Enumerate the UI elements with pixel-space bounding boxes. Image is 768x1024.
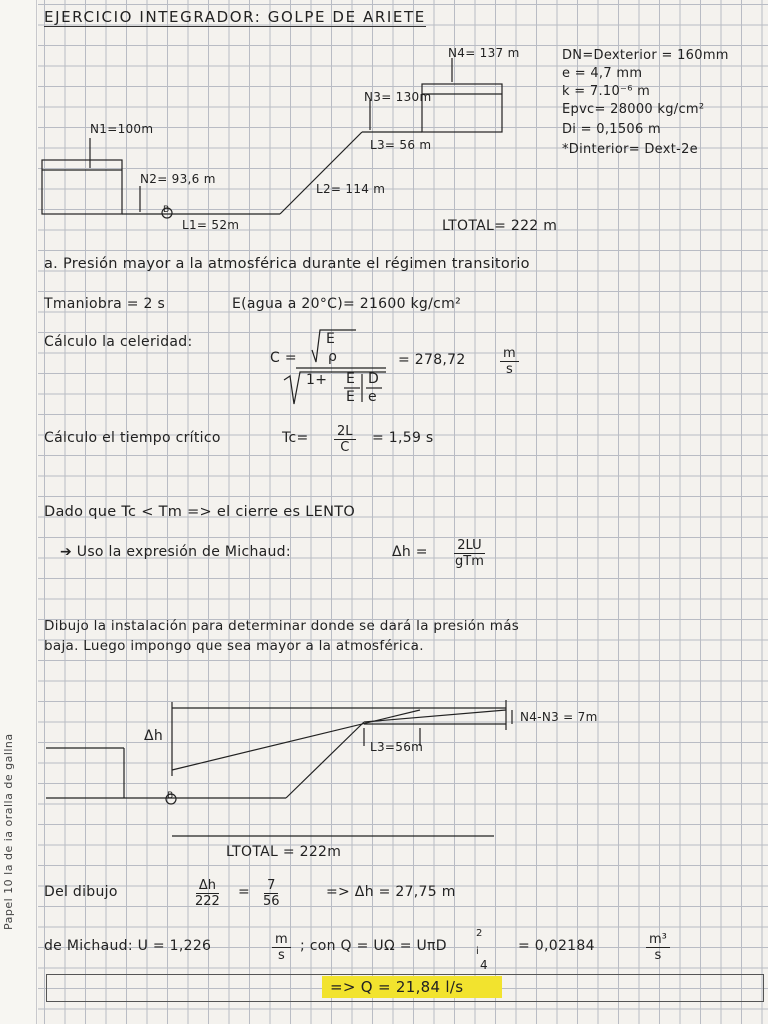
del-dibujo-f1-num: Δh bbox=[196, 878, 219, 894]
label-l3: L3= 56 m bbox=[370, 138, 432, 152]
tcritico-lhs: Tc= bbox=[282, 430, 309, 446]
de-michaud-sub: i bbox=[476, 946, 480, 957]
de-michaud-u-unit-num: m bbox=[272, 932, 291, 948]
celeridad-lhs: C = bbox=[270, 350, 297, 366]
del-dibujo-f1-den: 222 bbox=[195, 894, 220, 909]
del-dibujo-label: Del dibujo bbox=[44, 884, 118, 900]
celeridad-rho: ρ bbox=[328, 349, 338, 365]
celeridad-d: D bbox=[368, 371, 380, 387]
tcritico-result: = 1,59 s bbox=[372, 430, 434, 446]
michaud-num: 2LU bbox=[454, 538, 484, 554]
diagram2-l3: L3=56m bbox=[370, 740, 424, 754]
celeridad-unit-num: m bbox=[500, 346, 519, 362]
michaud-lhs: Δh = bbox=[392, 544, 428, 560]
spec-dinterior: *Dinterior= Dext-2e bbox=[562, 142, 698, 157]
spec-roughness: k = 7.10⁻⁶ m bbox=[562, 84, 651, 99]
spec-di: Di = 0,1506 m bbox=[562, 122, 661, 137]
e-agua: E(agua a 20°C)= 21600 kg/cm² bbox=[232, 296, 461, 312]
michaud-label: ➔ Uso la expresión de Michaud: bbox=[60, 544, 291, 560]
de-michaud-q-unit-den: s bbox=[654, 948, 662, 963]
celeridad-result: = 278,72 bbox=[398, 352, 466, 368]
celeridad-unit-den: s bbox=[505, 362, 513, 377]
node-b-label-1: B bbox=[163, 205, 170, 215]
tmaniobra: Tmaniobra = 2 s bbox=[44, 296, 166, 312]
michaud-den: gTm bbox=[455, 554, 484, 569]
margin-side-text: Papel 10 la de ia oralla de gallna bbox=[2, 733, 15, 930]
celeridad-e-big: E bbox=[346, 389, 356, 405]
tcritico-num: 2L bbox=[334, 424, 356, 440]
label-n3: N3= 130m bbox=[364, 90, 432, 104]
del-dibujo-result: => Δh = 27,75 m bbox=[326, 884, 456, 900]
celeridad-e-thickness: e bbox=[368, 389, 377, 405]
celeridad-e: E bbox=[326, 331, 336, 347]
de-michaud-q-unit bbox=[646, 932, 670, 963]
node-b-label-2: B bbox=[167, 791, 174, 801]
label-ltotal-1: LTOTAL= 222 m bbox=[442, 218, 558, 234]
spec-epvc: Epvc= 28000 kg/cm² bbox=[562, 102, 705, 117]
cierre-conclusion: Dado que Tc < Tm => el cierre es LENTO bbox=[44, 504, 356, 520]
label-l1: L1= 52m bbox=[182, 218, 240, 232]
pipe2-top bbox=[364, 710, 506, 722]
diagram2-dh: Δh bbox=[144, 728, 164, 744]
dibujo-text-line-2: baja. Luego impongo que sea mayor a la atmosférica. bbox=[44, 638, 424, 654]
celeridad-one-plus: 1+ bbox=[306, 372, 328, 388]
celeridad-label: Cálculo la celeridad: bbox=[44, 334, 193, 350]
diagram2-ltotal: LTOTAL = 222m bbox=[226, 844, 342, 860]
diagram2-n4n3: N4-N3 = 7m bbox=[520, 710, 598, 724]
final-answer: => Q = 21,84 l/s bbox=[330, 978, 464, 996]
de-michaud-q-expr: ; con Q = UΩ = UπD bbox=[300, 938, 447, 954]
part-a-statement: a. Presión mayor a la atmosférica durante el régimen transitorio bbox=[44, 256, 530, 272]
label-n4: N4= 137 m bbox=[448, 46, 520, 60]
de-michaud-q-value: = 0,02184 bbox=[518, 938, 595, 954]
page-title: EJERCICIO INTEGRADOR: GOLPE DE ARIETE bbox=[44, 8, 426, 26]
de-michaud-pow: 2 bbox=[476, 928, 483, 939]
label-n2: N2= 93,6 m bbox=[140, 172, 216, 186]
del-dibujo-fraction-2 bbox=[260, 878, 283, 909]
celeridad-e-small: E bbox=[346, 371, 356, 387]
de-michaud-pi-den: 4 bbox=[480, 958, 488, 972]
del-dibujo-eq: = bbox=[238, 884, 251, 900]
dibujo-text-line-1: Dibujo la instalación para determinar donde se dará la presión más bbox=[44, 618, 520, 634]
de-michaud-u-unit-den: s bbox=[277, 948, 285, 963]
label-l2: L2= 114 m bbox=[316, 182, 386, 196]
de-michaud-u: de Michaud: U = 1,226 bbox=[44, 938, 212, 954]
del-dibujo-fraction-1 bbox=[192, 878, 223, 909]
spec-thickness: e = 4,7 mm bbox=[562, 66, 643, 81]
label-n1: N1=100m bbox=[90, 122, 154, 136]
del-dibujo-f2-num: 7 bbox=[264, 878, 278, 894]
del-dibujo-f2-den: 56 bbox=[263, 894, 280, 909]
tcritico-den: C bbox=[340, 440, 350, 455]
de-michaud-u-unit bbox=[272, 932, 291, 963]
de-michaud-q-unit-num: m³ bbox=[646, 932, 670, 948]
tcritico-label: Cálculo el tiempo crítico bbox=[44, 430, 221, 446]
spec-dn: DN=Dexterior = 160mm bbox=[562, 48, 729, 63]
